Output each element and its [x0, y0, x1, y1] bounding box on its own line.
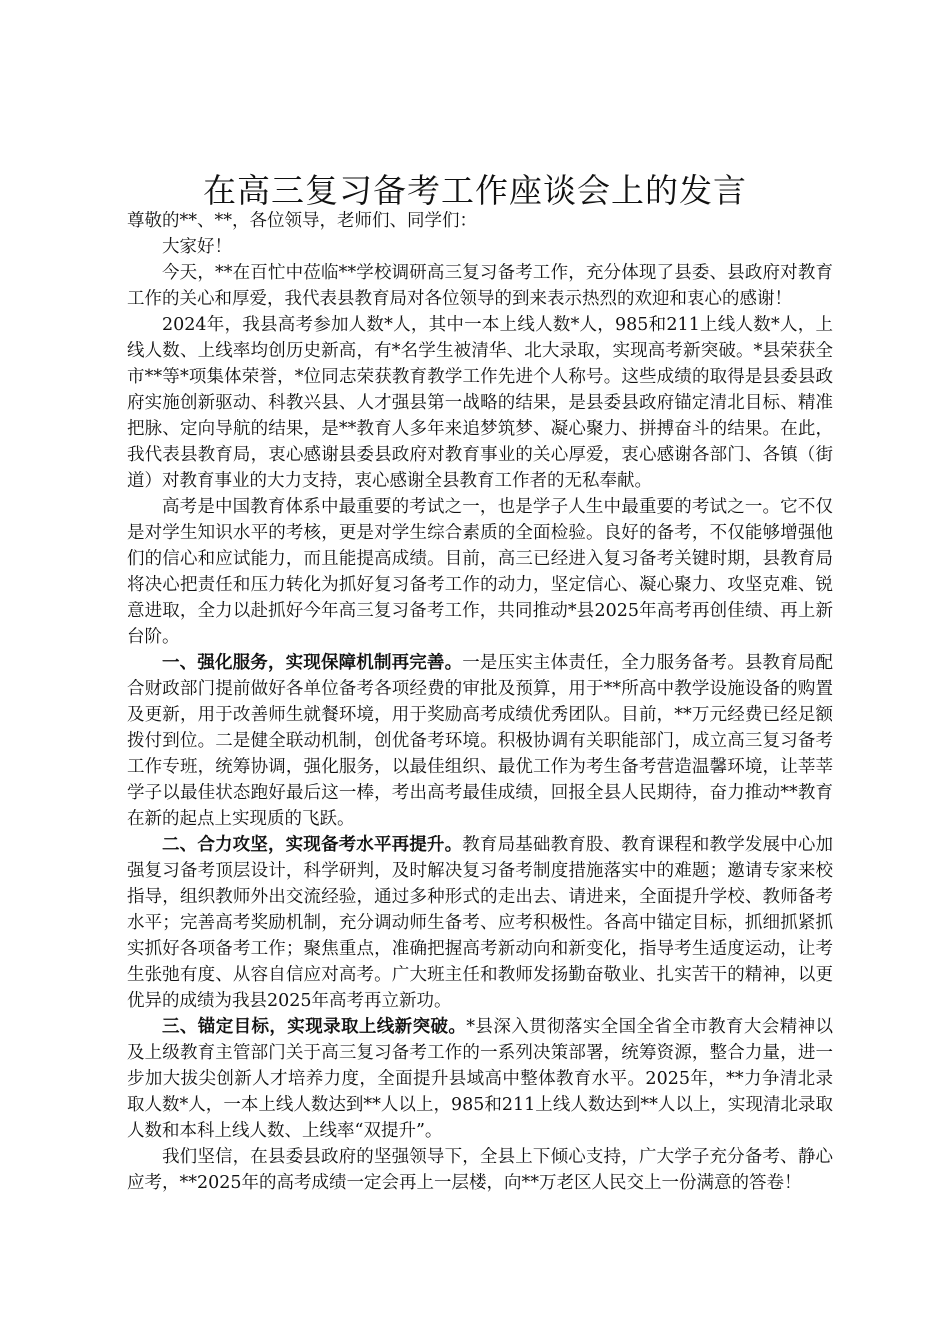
- section-heading: 三、锚定目标，实现录取上线新突破。: [162, 1017, 467, 1037]
- section-heading: 一、强化服务，实现保障机制再完善。: [162, 653, 463, 673]
- paragraph-importance: [127, 494, 833, 650]
- greeting: 大家好！: [162, 237, 232, 257]
- document-body: [127, 208, 833, 1196]
- paragraph-closing: [127, 1144, 833, 1196]
- section-text: 一是压实主体责任，全力服务备考。县教育局配合财政部门提前做好各单位备考各项经费的审批及预算，用于**所高中教学设施设备的购置及更新，用于改善师生就餐环境，用于奖励高考成绩优秀团队。目前，**万元经费已经足额拨付到位。二是健全联动机制，创优备考环境。积极协调有关职能部门，成立高三复习备考工作专班，统筹协调，强化服务，以最佳组织、最优工作为考生备考营造温馨环境，让莘莘学子以最佳状态跑好最后这一棒，考出高考最佳成绩，回报全县人民期待，奋力推动**教育在新的起点上实现质的飞跃。: [127, 653, 834, 829]
- paragraph-text: 我们坚信，在县委县政府的坚强领导下，全县上下倾心支持，广大学子充分备考、静心应考，**2025年的高考成绩一定会再上一层楼，向**万老区人民交上一份满意的答卷！: [127, 1147, 833, 1193]
- section-heading: 二、合力攻坚，实现备考水平再提升。: [162, 835, 463, 855]
- section-text: 教育局基础教育股、教育课程和教学发展中心加强复习备考顶层设计，科学研判，及时解决复习备考制度措施落实中的难题；邀请专家来校指导，组织教师外出交流经验，通过多种形式的走出去、请进来，全面提升学校、教师备考水平；完善高考奖励机制，充分调动师生备考、应考积极性。各高中锚定目标，抓细抓紧抓实抓好各项备考工作；聚焦重点，准确把握高考新动向和新变化，指导考生适度运动，让考生张弛有度、从容自信应对高考。广大班主任和教师发扬勤奋敬业、扎实苦干的精神，以更优异的成绩为我县2025年高考再立新功。: [127, 835, 834, 1011]
- paragraph-text: 今天，**在百忙中莅临**学校调研高三复习备考工作，充分体现了县委、县政府对教育工作的关心和厚爱，我代表县教育局对各位领导的到来表示热烈的欢迎和衷心的感谢！: [127, 263, 833, 309]
- section-one: [127, 650, 833, 832]
- section-text: *县深入贯彻落实全国全省全市教育大会精神以及上级教育主管部门关于高三复习备考工作的一系列决策部署，统筹资源，整合力量，进一步加大拔尖创新人才培养力度，全面提升县域高中整体教育水平。2025年，**力争清北录取人数*人，一本上线人数达到**人以上，985和211上线人数达到**人以上，实现清北录取人数和本科上线人数、上线率“双提升”。: [127, 1017, 834, 1141]
- salutation: 尊敬的**、**，各位领导，老师们、同学们：: [127, 211, 477, 231]
- paragraph-achievements: [127, 312, 833, 494]
- paragraph-welcome: [127, 260, 833, 312]
- document-title: 在高三复习备考工作座谈会上的发言: [203, 171, 747, 210]
- section-three: [127, 1014, 833, 1144]
- paragraph-text: 高考是中国教育体系中最重要的考试之一，也是学子人生中最重要的考试之一。它不仅是对学生知识水平的考核，更是对学生综合素质的全面检验。良好的备考，不仅能够增强他们的信心和应试能力，而且能提高成绩。目前，高三已经进入复习备考关键时期，县教育局将决心把责任和压力转化为抓好复习备考工作的动力，坚定信心、凝心聚力、攻坚克难、锐意进取，全力以赴抓好今年高三复习备考工作，共同推动*县2025年高考再创佳绩、再上新台阶。: [127, 497, 833, 647]
- section-two: [127, 832, 833, 1014]
- paragraph-text: 2024年，我县高考参加人数*人，其中一本上线人数*人，985和211上线人数*人，上线人数、上线率均创历史新高，有*名学生被清华、北大录取，实现高考新突破。*县荣获全市**等*项集体荣誉，*位同志荣获教育教学工作先进个人称号。这些成绩的取得是县委县政府实施创新驱动、科教兴县、人才强县第一战略的结果，是县委县政府锚定清北目标、精准把脉、定向导航的结果，是**教育人多年来追梦筑梦、凝心聚力、拼搏奋斗的结果。在此，我代表县教育局，衷心感谢县委县政府对教育事业的关心厚爱，衷心感谢各部门、各镇（街道）对教育事业的大力支持，衷心感谢全县教育工作者的无私奉献。: [127, 315, 833, 491]
